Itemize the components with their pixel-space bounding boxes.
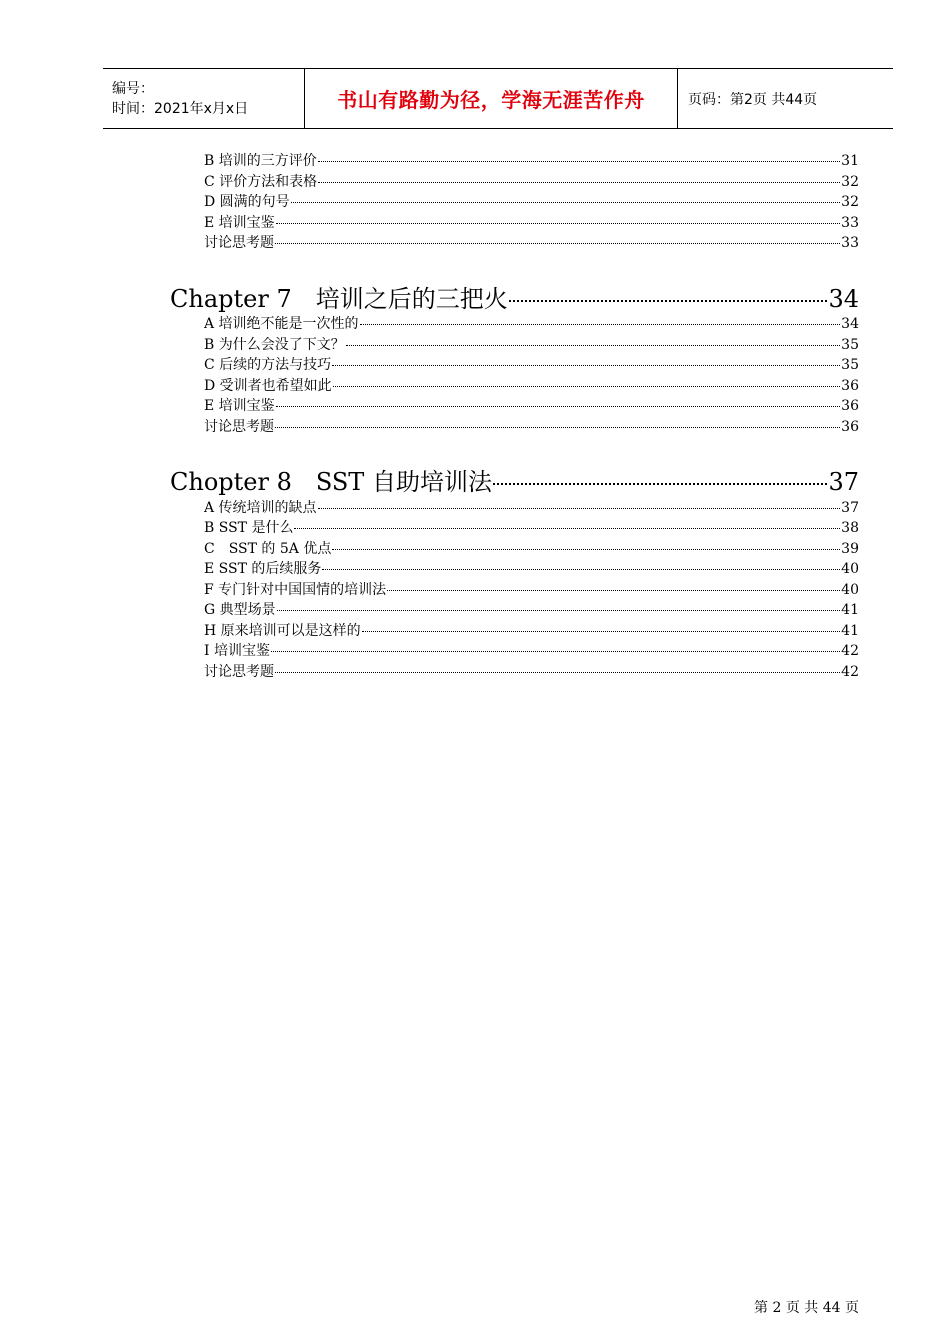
toc-entry-title: C 后续的方法与技巧 [204,357,332,373]
toc-entry-page: 35 [841,357,859,373]
toc-entry[interactable] [204,580,859,600]
toc-entry[interactable] [204,559,859,579]
toc-entry[interactable] [204,417,859,437]
header-page-number: 页码：第2页 共44页 [688,91,818,108]
toc-entry-page: 36 [841,378,859,394]
toc-entry[interactable] [204,314,859,334]
toc-leader [276,223,841,224]
toc-leader [318,182,840,183]
toc-entry[interactable] [204,355,859,375]
document-number-label: 编号： [112,80,154,97]
toc-chapter-title: Chapter 7 培训之后的三把火 [170,285,508,313]
toc-leader [322,569,840,570]
toc-entry-page: 33 [841,215,859,231]
toc-entry[interactable] [204,518,859,538]
toc-entry-page: 32 [841,174,859,190]
document-time-label: 时间：2021年x月x日 [112,100,249,117]
toc-chapter-page: 34 [828,285,859,313]
toc-leader [275,243,840,244]
toc-entry-page: 40 [841,582,859,598]
toc-leader [275,672,840,673]
toc-chapter-title: Chopter 8 SST 自助培训法 [170,468,492,496]
toc-leader [360,324,841,325]
toc-chapter-7[interactable] [170,284,859,314]
toc-entry[interactable] [204,192,859,212]
toc-leader [291,202,840,203]
toc-entry-page: 33 [841,235,859,251]
toc-entry-page: 35 [841,337,859,353]
toc-entry[interactable] [204,233,859,253]
toc-entry[interactable] [204,662,859,682]
toc-entry-page: 37 [841,500,859,516]
toc-entry-title: C 评价方法和表格 [204,174,318,190]
toc-entry-title: 讨论思考题 [204,419,274,435]
toc-entry-title: E SST 的后续服务 [204,561,322,577]
toc-entry-title: B 为什么会没了下文？ [204,337,345,353]
toc-entry-title: A 培训绝不能是一次性的 [204,316,359,332]
toc-leader [275,427,840,428]
header-motto: 书山有路勤为径，学海无涯苦作舟 [304,69,678,128]
toc-leader [271,651,840,652]
toc-leader [276,406,841,407]
toc-leader [332,549,840,550]
toc-leader [318,508,841,509]
toc-entry[interactable] [204,600,859,620]
toc-entry-page: 34 [841,316,859,332]
toc-leader [387,590,840,591]
toc-entry-page: 39 [841,541,859,557]
toc-entry[interactable] [204,151,859,171]
toc-entry-page: 36 [841,419,859,435]
toc-entry[interactable] [204,213,859,233]
toc-entry-title: D 受训者也希望如此 [204,378,332,394]
toc-entry-page: 42 [841,664,859,680]
toc-entry-title: G 典型场景 [204,602,276,618]
toc-leader [509,300,828,302]
toc-entry-page: 41 [841,602,859,618]
toc-entry-title: 讨论思考题 [204,664,274,680]
toc-entry-title: H 原来培训可以是这样的 [204,623,361,639]
toc-entry[interactable] [204,396,859,416]
toc-entry-title: C SST 的 5A 优点 [204,541,332,557]
toc-entry-title: F 专门针对中国国情的培训法 [204,582,387,598]
toc-entry-page: 40 [841,561,859,577]
header-meta [103,69,304,128]
toc-leader [333,386,840,387]
toc-entry-page: 38 [841,520,859,536]
page-footer: 第 2 页 共 44 页 [754,1300,859,1316]
toc-leader [277,610,841,611]
toc-entry-title: D 圆满的句号 [204,194,290,210]
toc-leader [346,345,840,346]
toc-entry[interactable] [204,172,859,192]
toc-entry-title: E 培训宝鉴 [204,398,275,414]
toc-entry-page: 31 [841,153,859,169]
toc-entry-page: 36 [841,398,859,414]
toc-entry[interactable] [204,539,859,559]
toc-entry[interactable] [204,498,859,518]
toc-entry-title: B SST 是什么 [204,520,294,536]
toc-entry[interactable] [204,376,859,396]
toc-leader [493,483,828,485]
page-header [103,68,893,129]
toc-entry-title: A 传统培训的缺点 [204,500,317,516]
toc-entry-page: 41 [841,623,859,639]
toc-leader [362,631,841,632]
toc-entry-page: 42 [841,643,859,659]
toc-entry[interactable] [204,641,859,661]
toc-entry[interactable] [204,621,859,641]
toc-chapter-page: 37 [828,468,859,496]
toc-entry[interactable] [204,335,859,355]
toc-entry-page: 32 [841,194,859,210]
toc-entry-title: B 培训的三方评价 [204,153,317,169]
toc-entry-title: I 培训宝鉴 [204,643,270,659]
toc-leader [318,161,840,162]
toc-entry-title: E 培训宝鉴 [204,215,275,231]
toc-chapter-8[interactable] [170,467,859,497]
toc-entry-title: 讨论思考题 [204,235,274,251]
toc-leader [294,528,840,529]
toc-leader [332,365,840,366]
